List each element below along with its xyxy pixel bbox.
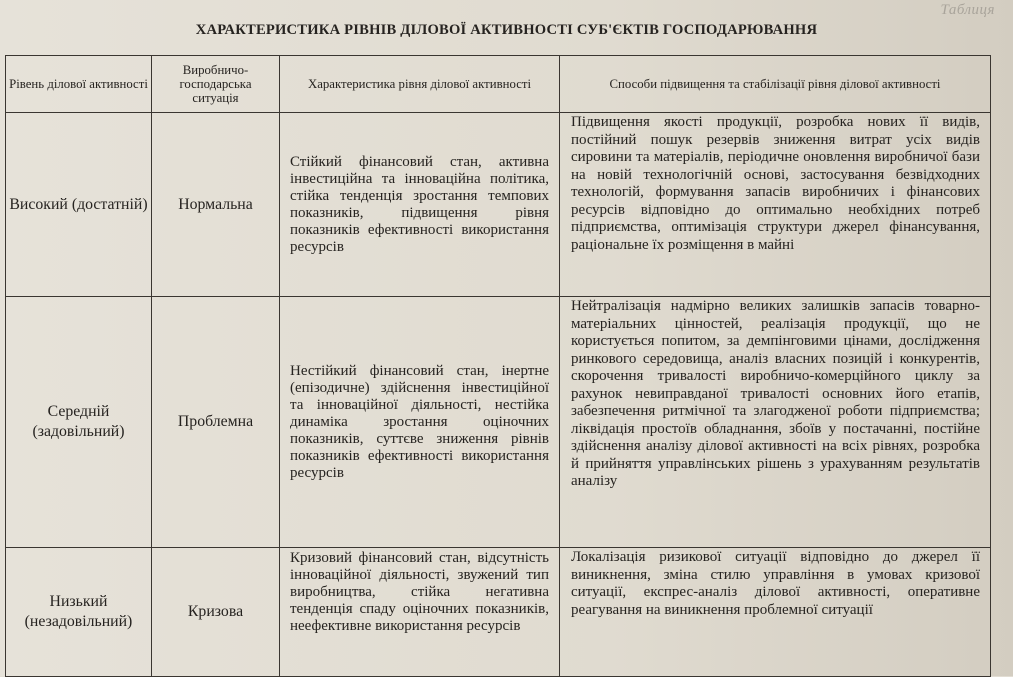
header-situation: Виробничо-господарська ситуація: [152, 56, 280, 113]
cell-methods: Нейтралізація надмірно великих залишків запасів товарно-матеріальних цінностей, реалізація продукції, що не користується попитом, за демпінговими цінами, дослідження ринкового середовища, аналіз власних позицій і конкурентів, скорочення тривалості виробничо-комерційного циклу за рахунок невиправданої тривалості основних його етапів, забезпечення ритмічної та злагодженої роботи підприємства; ліквідація простоїв обладнання, збоїв у постачанні, постійне здійснення аналізу ділової активності на всіх рівнях, розробка й прийняття управлінських рішень з урахуванням результатів аналізу: [560, 297, 991, 548]
cell-situation: Кризова: [152, 548, 280, 677]
header-methods: Способи підвищення та стабілізації рівня ділової активності: [560, 56, 991, 113]
header-level: Рівень ділової активності: [6, 56, 152, 113]
header-characteristic: Характеристика рівня ділової активності: [280, 56, 560, 113]
cell-situation: Проблемна: [152, 297, 280, 548]
activity-levels-table: [5, 55, 991, 677]
cell-situation: Нормальна: [152, 113, 280, 297]
cell-characteristic: Кризовий фінансовий стан, відсутність інноваційної діяльності, звужений тип виробництва, стійка негативна тенденція спаду оціночних показників, неефективне використання ресурсів: [280, 548, 560, 677]
cell-characteristic: Стійкий фінансовий стан, активна інвестиційна та інноваційна політика, стійка тенденція зростання темпових показників, підвищення рівня показників ефективності використання ресурсів: [280, 113, 560, 297]
table-row-low: [6, 548, 991, 677]
table-row-medium: [6, 297, 991, 548]
cell-level: Високий (достатній): [6, 113, 152, 297]
cell-level: Низький (незадовільний): [6, 548, 152, 677]
cell-level: Середній (задовільний): [6, 297, 152, 548]
cell-characteristic: Нестійкий фінансовий стан, інертне (епізодичне) здійснення інвестиційної та інноваційної діяльності, нестійка динаміка зростання оціночних показників, суттєве зниження рівнів показників ефективності використання ресурсів: [280, 297, 560, 548]
cell-methods: Підвищення якості продукції, розробка нових її видів, постійний пошук резервів зниження витрат усіх видів сировини та матеріалів, періодичне оновлення виробничої бази на новій технологічній основі, застосування безвідходних технологій, формування запасів виробничих і фінансових ресурсів відповідно до оптимально необхідних потреб підприємства, оптимізація структури джерел фінансування, раціональне їх розміщення в майні: [560, 113, 991, 297]
table-label: Таблиця: [940, 2, 995, 18]
table-header-row: [6, 56, 991, 113]
cell-methods: Локалізація ризикової ситуації відповідно до джерел її виникнення, зміна стилю управління в умовах кризової ситуації, експрес-аналіз ділової активності, оперативне реагування на виникнення проблемної ситуації: [560, 548, 991, 677]
table-row-high: [6, 113, 991, 297]
table-title: ХАРАКТЕРИСТИКА РІВНІВ ДІЛОВОЇ АКТИВНОСТІ СУБ'ЄКТІВ ГОСПОДАРЮВАННЯ: [195, 22, 818, 38]
